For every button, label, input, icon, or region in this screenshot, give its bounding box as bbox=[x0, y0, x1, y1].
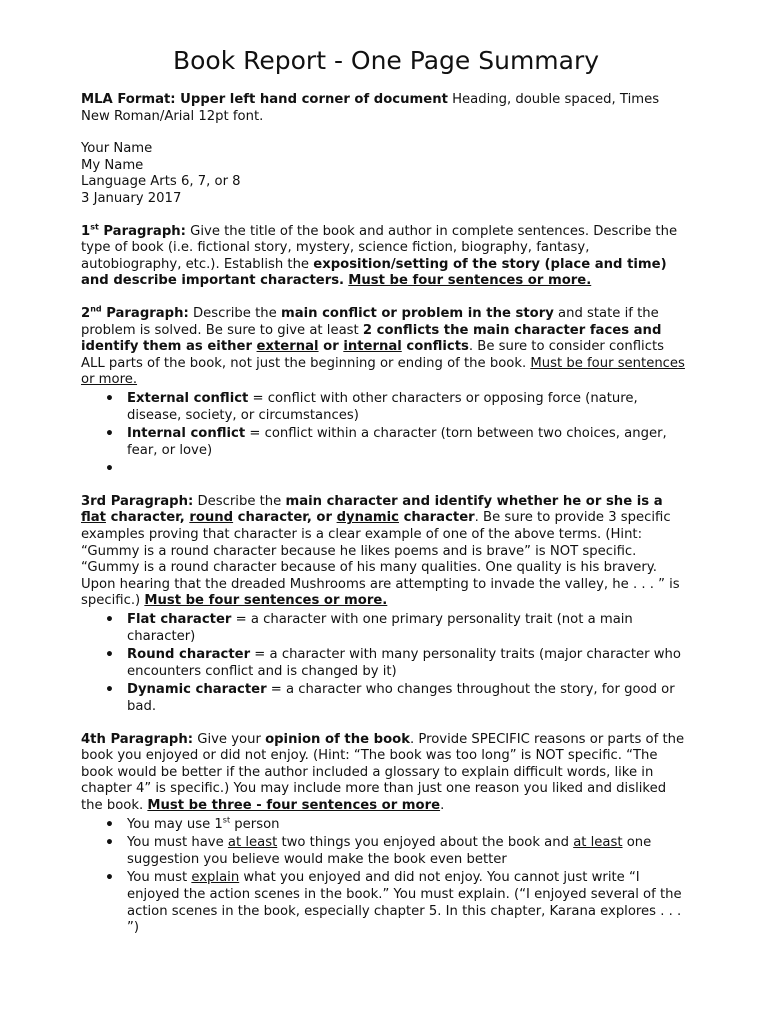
bold-text: character, or bbox=[233, 510, 337, 526]
conflict-types-list bbox=[81, 391, 691, 478]
paragraph-number: 1 bbox=[81, 223, 91, 239]
body-text: You must have bbox=[127, 835, 228, 851]
bold-underlined-text: external bbox=[256, 339, 319, 355]
paragraph-number: 2 bbox=[81, 305, 91, 321]
body-text: one suggestion you believe would make the book even better bbox=[127, 835, 652, 867]
list-item-empty bbox=[127, 461, 691, 478]
paragraph-4-section bbox=[81, 732, 691, 937]
heading-line: Your Name bbox=[81, 141, 153, 157]
body-text: Give your bbox=[193, 731, 266, 747]
opinion-tips-list bbox=[81, 817, 691, 937]
bold-text: character bbox=[398, 510, 475, 526]
bold-underlined-text: flat bbox=[81, 510, 106, 526]
ordinal-suffix: st bbox=[222, 815, 231, 825]
heading-line: Language Arts 6, 7, or 8 bbox=[81, 174, 241, 190]
list-item bbox=[127, 835, 691, 868]
bold-text: main character and identify whether he or she is a bbox=[285, 493, 663, 509]
term: Internal conflict bbox=[127, 426, 246, 442]
mla-format-paragraph bbox=[81, 92, 691, 125]
heading-line: My Name bbox=[81, 157, 144, 173]
paragraph-2-section bbox=[81, 306, 691, 478]
requirement-text: Must be four sentences or more. bbox=[81, 355, 685, 388]
paragraph-3-section bbox=[81, 494, 691, 716]
list-item bbox=[127, 391, 691, 424]
document-page bbox=[81, 44, 691, 938]
bold-underlined-text: dynamic bbox=[336, 510, 399, 526]
ordinal-suffix: nd bbox=[90, 304, 102, 314]
character-types-list bbox=[81, 612, 691, 716]
bold-underlined-text: internal bbox=[343, 339, 402, 355]
list-item bbox=[127, 817, 691, 834]
paragraph-4-label: 4th Paragraph: bbox=[81, 731, 194, 747]
paragraph-2-label bbox=[81, 306, 189, 321]
paragraph-2-instructions bbox=[81, 306, 691, 389]
body-text: . Be sure to provide 3 specific examples proving that character is a clear example of one of the above terms. (Hint: “Gummy is a round character because he likes poems and is brave” is NOT specific. “Gummy is a round character because of his many qualities. One quality is his bravery. Upon hearing that the dreaded Mushrooms are attempting to invade the valley, he . . . ” is specific.) bbox=[81, 510, 680, 609]
bold-text: or bbox=[318, 339, 344, 355]
bold-text: main conflict or problem in the story bbox=[280, 305, 554, 321]
list-item bbox=[127, 426, 691, 459]
bold-underlined-text: round bbox=[189, 510, 234, 526]
definition: = a character who changes throughout the story, for good or bad. bbox=[127, 682, 675, 714]
body-text: Give the title of the book and author in complete sentences. Describe the type of book (i.e. fictional story, mystery, science fiction, biography, fantasy, autobiography, etc.). Establish the bbox=[81, 223, 678, 272]
definition: = a character with many personality traits (major character who encounters conflict and is changed by it) bbox=[127, 647, 681, 679]
paragraph-4-instructions bbox=[81, 732, 691, 815]
requirement-text: Must be four sentences or more. bbox=[144, 593, 388, 609]
bold-text: conflicts bbox=[401, 339, 469, 355]
ordinal-suffix: st bbox=[90, 222, 99, 232]
paragraph-1-label bbox=[81, 224, 186, 239]
paragraph-label-text: Paragraph: bbox=[98, 223, 186, 239]
body-text: person bbox=[230, 816, 280, 832]
page-title: Book Report - One Page Summary bbox=[172, 46, 600, 75]
body-text: Describe the bbox=[193, 493, 286, 509]
list-item bbox=[127, 682, 691, 715]
list-item bbox=[127, 647, 691, 680]
bold-text: character, bbox=[105, 510, 190, 526]
term: Flat character bbox=[127, 612, 232, 628]
body-text: and state if the problem is solved. Be sure to give at least bbox=[81, 305, 659, 338]
bold-text: exposition/setting of the story (place and time) and describe important characters. bbox=[81, 256, 667, 289]
requirement-text: Must be four sentences or more. bbox=[348, 273, 592, 289]
requirement-text: Must be three - four sentences or more bbox=[147, 797, 441, 813]
body-text: You must bbox=[127, 870, 192, 886]
bold-text: 2 conflicts the main character faces and identify them as either bbox=[81, 322, 662, 355]
list-item bbox=[127, 870, 691, 936]
body-text: You may use 1 bbox=[127, 816, 223, 832]
definition: = conflict within a character (torn between two choices, anger, fear, or love) bbox=[127, 426, 667, 458]
body-text: Describe the bbox=[188, 305, 281, 321]
mla-format-text: Heading, double spaced, Times New Roman/Arial 12pt font. bbox=[81, 92, 660, 124]
paragraph-label-text: Paragraph: bbox=[101, 305, 189, 321]
body-text: . bbox=[440, 797, 445, 813]
underlined-text: at least bbox=[227, 835, 278, 851]
list-item bbox=[127, 612, 691, 645]
definition: = conflict with other characters or opposing force (nature, disease, society, or circumstances) bbox=[127, 390, 638, 423]
paragraph-3-instructions bbox=[81, 494, 691, 610]
bold-text: opinion of the book bbox=[265, 731, 410, 747]
underlined-text: at least bbox=[573, 835, 623, 851]
definition: = a character with one primary personality trait (not a main character) bbox=[127, 612, 633, 644]
term: Round character bbox=[127, 647, 251, 663]
body-text: what you enjoyed and did not enjoy. You cannot just write “I enjoyed the action scenes in the book.” You must explain. (“I enjoyed several of the action scenes in the book, especially chapter 5. In this chapter, Karana explores . . . ”) bbox=[127, 870, 682, 936]
term: Dynamic character bbox=[127, 682, 267, 698]
body-text: . Be sure to consider conflicts ALL parts of the book, not just the beginning or ending of the book. bbox=[81, 339, 664, 371]
paragraph-1-instructions bbox=[81, 224, 691, 290]
mla-format-label: MLA Format: Upper left hand corner of document bbox=[81, 92, 448, 107]
body-text: . Provide SPECIFIC reasons or parts of the book you enjoyed or did not enjoy. (Hint: “The book was too long” is NOT specific. “The book would be better if the author included a glossary to explain difficult words, like in chapter 4” is specific.) You may include more than just one reason you liked and disliked the book. bbox=[81, 731, 685, 813]
underlined-text: explain bbox=[191, 870, 240, 886]
paragraph-3-label: 3rd Paragraph: bbox=[81, 493, 194, 509]
term: External conflict bbox=[127, 390, 249, 406]
heading-line: 3 January 2017 bbox=[81, 190, 182, 206]
mla-heading-example bbox=[81, 141, 691, 207]
body-text: two things you enjoyed about the book and bbox=[277, 835, 574, 851]
